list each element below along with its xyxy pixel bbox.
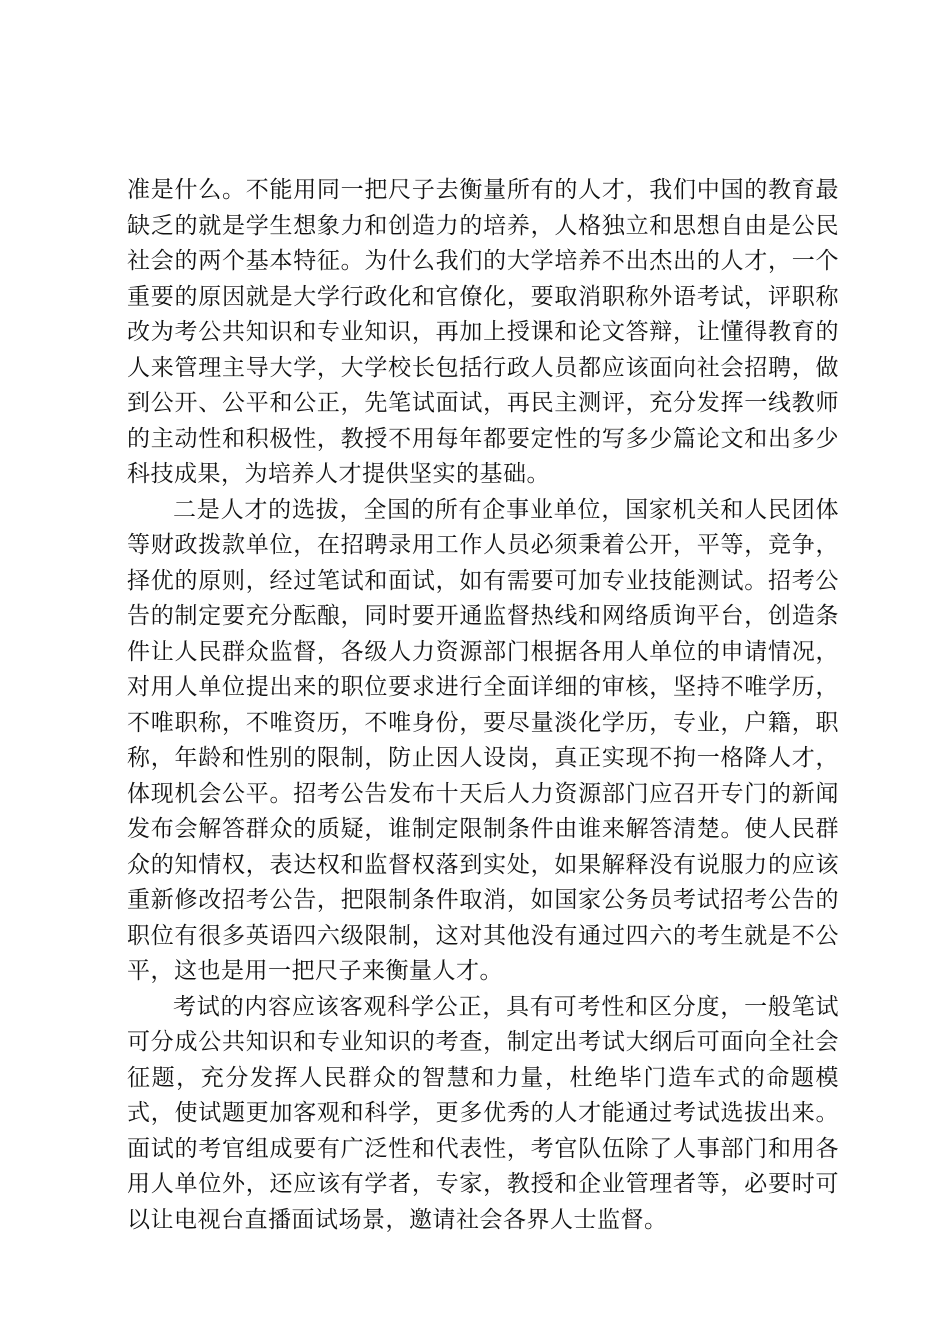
paragraph-exam-content: 考试的内容应该客观科学公正，具有可考性和区分度，一般笔试可分成公共知识和专业知识的考查，制定出考试大纲后可面向全社会征题，充分发挥人民群众的智慧和力量，杜绝毕门造车式的命题模式，使试题更加客观和科学，更多优秀的人才能通过考试选拔出来。面试的考官组成要有广泛性和代表性，考官队伍除了人事部门和用各用人单位外，还应该有学者，专家，教授和企业管理者等，必要时可以让电视台直播面试场景，邀请社会各界人士监督。	[127, 993, 839, 1233]
document-body	[127, 173, 839, 1238]
paragraph-talent-selection: 二是人才的选拔，全国的所有企事业单位，国家机关和人民团体等财政拨款单位，在招聘录用工作人员必须秉着公开，平等，竞争，择优的原则，经过笔试和面试，如有需要可加专业技能测试。招考公告的制定要充分酝酿，同时要开通监督热线和网络质询平台，创造条件让人民群众监督，各级人力资源部门根据各用人单位的申请情况，对用人单位提出来的职位要求进行全面详细的审核，坚持不唯学历，不唯职称，不唯资历，不唯身份，要尽量淡化学历，专业，户籍，职称，年龄和性别的限制，防止因人设岗，真正实现不拘一格降人才，体现机会公平。招考公告发布十天后人力资源部门应召开专门的新闻发布会解答群众的质疑，谁制定限制条件由谁来解答清楚。使人民群众的知情权，表达权和监督权落到实处，如果解释没有说服力的应该重新修改招考公告，把限制条件取消，如国家公务员考试招考公告的职位有很多英语四六级限制，这对其他没有通过四六的考生就是不公平，这也是用一把尺子来衡量人才。	[127, 496, 839, 984]
paragraph-continuation: 准是什么。不能用同一把尺子去衡量所有的人才，我们中国的教育最缺乏的就是学生想象力和创造力的培养，人格独立和思想自由是公民社会的两个基本特征。为什么我们的大学培养不出杰出的人才，一个重要的原因就是大学行政化和官僚化，要取消职称外语考试，评职称改为考公共知识和专业知识，再加上授课和论文答辩，让懂得教育的人来管理主导大学，大学校长包括行政人员都应该面向社会招聘，做到公开、公平和公正，先笔试面试，再民主测评，充分发挥一线教师的主动性和积极性，教授不用每年都要定性的写多少篇论文和出多少科技成果，为培养人才提供坚实的基础。	[127, 177, 839, 487]
